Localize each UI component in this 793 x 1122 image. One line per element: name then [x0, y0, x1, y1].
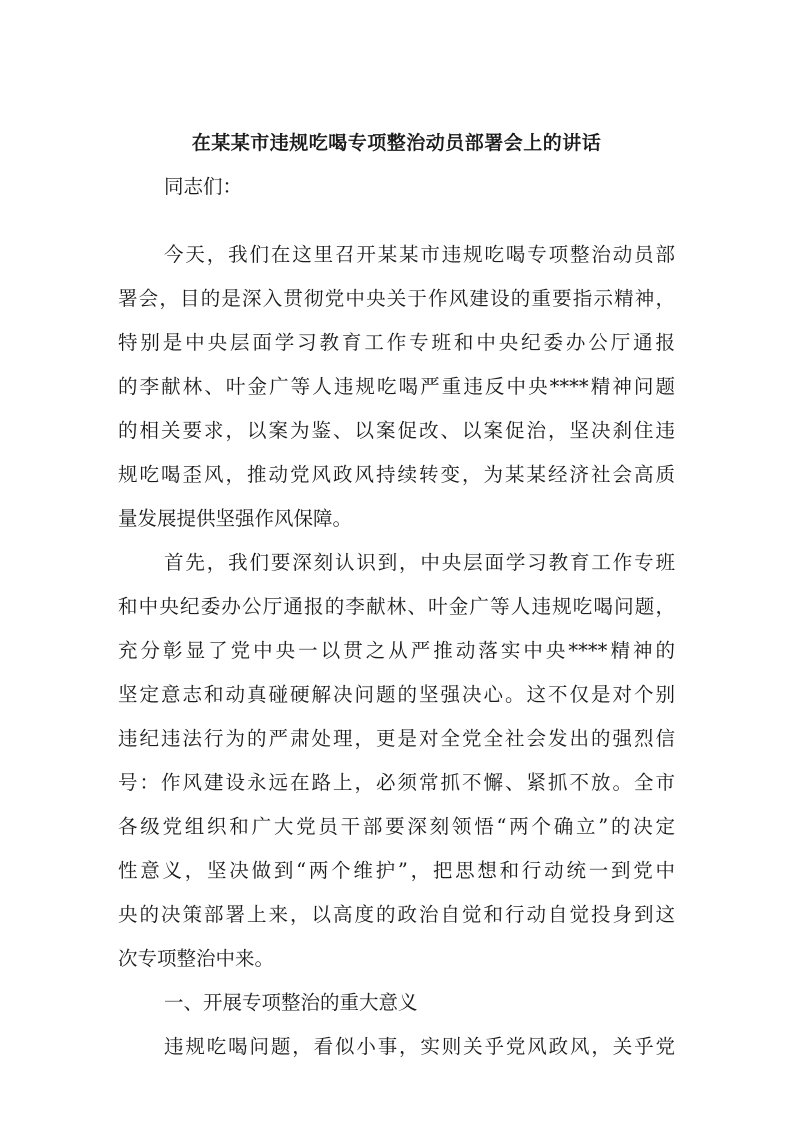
salutation: 同志们： — [164, 175, 243, 198]
paragraph-line: 违纪违法行为的严肃处理，更是对全党全社会发出的强烈信 — [118, 727, 675, 750]
paragraph-line: 和中央纪委办公厅通报的李献林、叶金广等人违规吃喝问题， — [118, 595, 675, 618]
paragraph-line: 的相关要求，以案为鉴、以案促改、以案促治，坚决刹住违 — [118, 419, 675, 442]
paragraph-line: 充分彰显了党中央一以贯之从严推动落实中央****精神的 — [118, 639, 675, 662]
paragraph-line: 央的决策部署上来，以高度的政治自觉和行动自觉投身到这 — [118, 903, 675, 926]
paragraph-line: 特别是中央层面学习教育工作专班和中央纪委办公厅通报 — [118, 331, 675, 354]
paragraph-line: 坚定意志和动真碰硬解决问题的坚强决心。这不仅是对个别 — [118, 683, 675, 706]
paragraph-line: 首先，我们要深刻认识到，中央层面学习教育工作专班 — [164, 551, 675, 574]
paragraph-line: 号：作风建设永远在路上，必须常抓不懈、紧抓不放。全市 — [118, 771, 675, 794]
paragraph-line: 违规吃喝问题，看似小事，实则关乎党风政风，关乎党 — [164, 1035, 675, 1058]
document-title: 在某某市违规吃喝专项整治动员部署会上的讲话 — [191, 132, 602, 154]
paragraph-line: 的李献林、叶金广等人违规吃喝严重违反中央****精神问题 — [118, 375, 675, 398]
paragraph-line: 规吃喝歪风，推动党风政风持续转变，为某某经济社会高质 — [118, 463, 675, 486]
paragraph-line: 次专项整治中来。 — [118, 947, 275, 970]
section-heading: 一、开展专项整治的重大意义 — [164, 991, 418, 1014]
paragraph-line: 性意义，坚决做到“两个维护”，把思想和行动统一到党中 — [118, 859, 675, 882]
paragraph-line: 今天，我们在这里召开某某市违规吃喝专项整治动员部 — [164, 243, 675, 266]
paragraph-line: 量发展提供坚强作风保障。 — [118, 507, 353, 530]
paragraph-line: 各级党组织和广大党员干部要深刻领悟“两个确立”的决定 — [118, 815, 675, 838]
paragraph-line: 署会，目的是深入贯彻党中央关于作风建设的重要指示精神， — [118, 287, 675, 310]
